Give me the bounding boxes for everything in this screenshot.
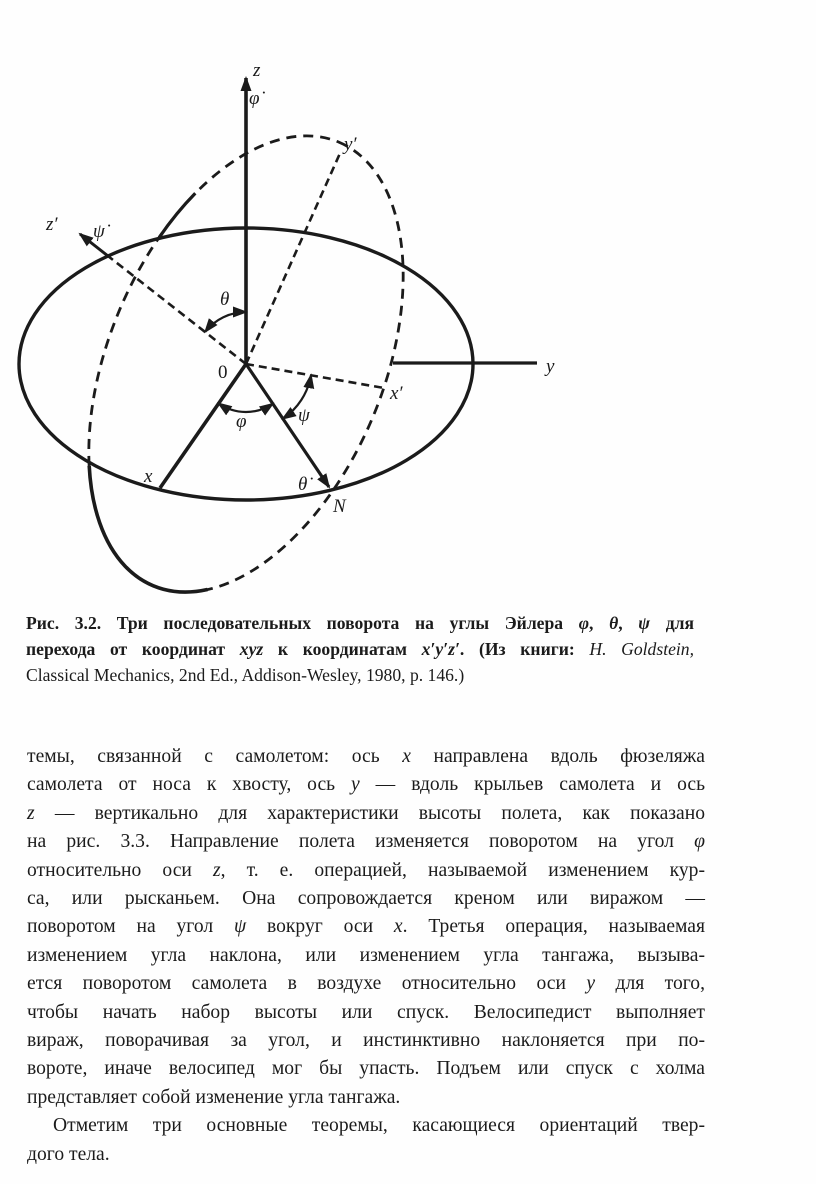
- body-line-segment: вороте, иначе велосипед мог бы упасть. Подъем или спуск с холма: [27, 1058, 705, 1080]
- caption-line-segment: перехода от координат: [26, 639, 240, 659]
- body-line-segment: . Третья операция, называемая: [402, 916, 706, 938]
- body-line-segment: ψ: [233, 916, 247, 938]
- body-line: [27, 1141, 705, 1169]
- x-axis-label: x: [144, 466, 153, 487]
- body-line: [27, 970, 705, 998]
- caption-line-segment: к координатам: [263, 639, 422, 659]
- y-prime-axis-label: y′: [344, 134, 357, 155]
- caption-line-segment: ψ: [638, 613, 651, 633]
- body-line-segment: на рис. 3.3. Направление полета изменяется поворотом на угол: [27, 831, 695, 853]
- body-line-segment: дого тела.: [27, 1143, 110, 1165]
- body-line-segment: вираж, поворачивая за угол, и инстинктивно наклоняется при по-: [27, 1030, 705, 1052]
- body-line-segment: ется поворотом самолета в воздухе относительно оси: [27, 973, 587, 995]
- caption-line-segment: θ: [609, 613, 619, 633]
- z-axis-label: z: [253, 60, 261, 81]
- caption-line-segment: Рис. 3.2. Три последовательных поворота на углы Эйлера: [26, 613, 579, 633]
- body-line-segment: чтобы начать набор высоты или спуск. Велосипедист выполняет: [27, 1001, 705, 1023]
- body-line: [27, 1112, 705, 1140]
- phi-dot-label: φ̇: [249, 88, 260, 109]
- body-line-segment: — вдоль крыльев самолета и ось: [359, 774, 706, 796]
- z-prime-axis-hidden: [108, 256, 246, 364]
- body-line-segment: поворотом на угол: [27, 916, 234, 938]
- body-line: [27, 1055, 705, 1083]
- caption-line-segment: ,: [589, 613, 610, 633]
- body-line: [27, 885, 705, 913]
- body-line-segment: вокруг оси: [246, 916, 394, 938]
- body-line-segment: са, или рысканьем. Она сопровождается креном или виражом —: [27, 888, 705, 910]
- origin-label: 0: [218, 362, 228, 383]
- body-line-segment: φ: [694, 831, 705, 853]
- x-prime-axis: [246, 364, 384, 388]
- y-axis-label: y: [546, 356, 555, 377]
- psi-angle-label: ψ: [298, 405, 310, 426]
- body-line-segment: самолета от носа к хвосту, ось: [27, 774, 352, 796]
- body-line-segment: , т. е. операцией, называемой изменением кур-: [220, 859, 705, 881]
- caption-line-segment: x′y′z′: [421, 639, 460, 659]
- z-prime-axis-label: z′: [46, 214, 58, 235]
- y-prime-axis: [246, 151, 341, 364]
- caption-line-segment: Classical Mechanics, 2nd Ed., Addison-Wesley, 1980, p. 146.): [26, 665, 465, 685]
- figure-caption: [26, 610, 694, 688]
- node-label: N: [333, 496, 346, 517]
- body-paragraphs: [27, 743, 705, 1169]
- phi-angle-label: φ: [236, 411, 247, 432]
- body-line: [27, 1084, 705, 1112]
- body-line-segment: темы, связанной с самолетом: ось: [27, 746, 403, 767]
- body-line-segment: относительно оси: [27, 859, 213, 881]
- figure-labels: [45, 60, 555, 517]
- body-line-segment: x: [393, 916, 403, 938]
- body-line-segment: представляет собой изменение угла тангажа.: [27, 1086, 401, 1108]
- body-line-segment: Отметим три основные теоремы, касающиеся ориентаций твер-: [53, 1115, 705, 1137]
- theta-dot-label: θ̇: [298, 474, 308, 495]
- body-line-segment: y: [351, 774, 360, 796]
- psi-dot-label: ψ̇: [93, 221, 105, 242]
- body-line-segment: z: [27, 802, 35, 824]
- body-line-segment: — вертикально для характеристики высоты полета, как показано: [34, 802, 705, 824]
- body-line: [27, 913, 705, 941]
- body-line-segment: z: [212, 859, 221, 881]
- caption-line-segment: φ: [578, 613, 590, 633]
- theta-arc: [205, 312, 246, 332]
- body-line-segment: изменением угла наклона, или изменением угла тангажа, вызыва-: [27, 944, 705, 966]
- line-of-nodes: [246, 364, 329, 487]
- theta-angle-label: θ: [220, 289, 230, 310]
- caption-line-segment: для: [650, 613, 695, 633]
- caption-line-segment: ,: [618, 613, 639, 633]
- caption-line-segment: . (Из книги:: [459, 639, 590, 659]
- caption-line: [26, 662, 694, 688]
- x-axis: [160, 364, 246, 488]
- body-line: [27, 999, 705, 1027]
- caption-line-segment: xyz: [239, 639, 264, 659]
- body-line: [27, 942, 705, 970]
- caption-line: [26, 636, 694, 662]
- body-line: [27, 1027, 705, 1055]
- body-line: [27, 800, 705, 828]
- body-line-segment: направлена вдоль фюзеляжа: [410, 746, 705, 767]
- body-line-segment: x: [402, 746, 411, 767]
- body-line-segment: для того,: [595, 973, 705, 995]
- caption-line-segment: H. Goldstein,: [589, 639, 694, 659]
- body-line: [27, 857, 705, 885]
- x-prime-axis-label: x′: [390, 383, 403, 404]
- body-line: [27, 771, 705, 799]
- caption-line: [26, 610, 694, 636]
- body-line: [27, 828, 705, 856]
- body-line: [27, 743, 705, 771]
- body-line-segment: y: [586, 973, 596, 995]
